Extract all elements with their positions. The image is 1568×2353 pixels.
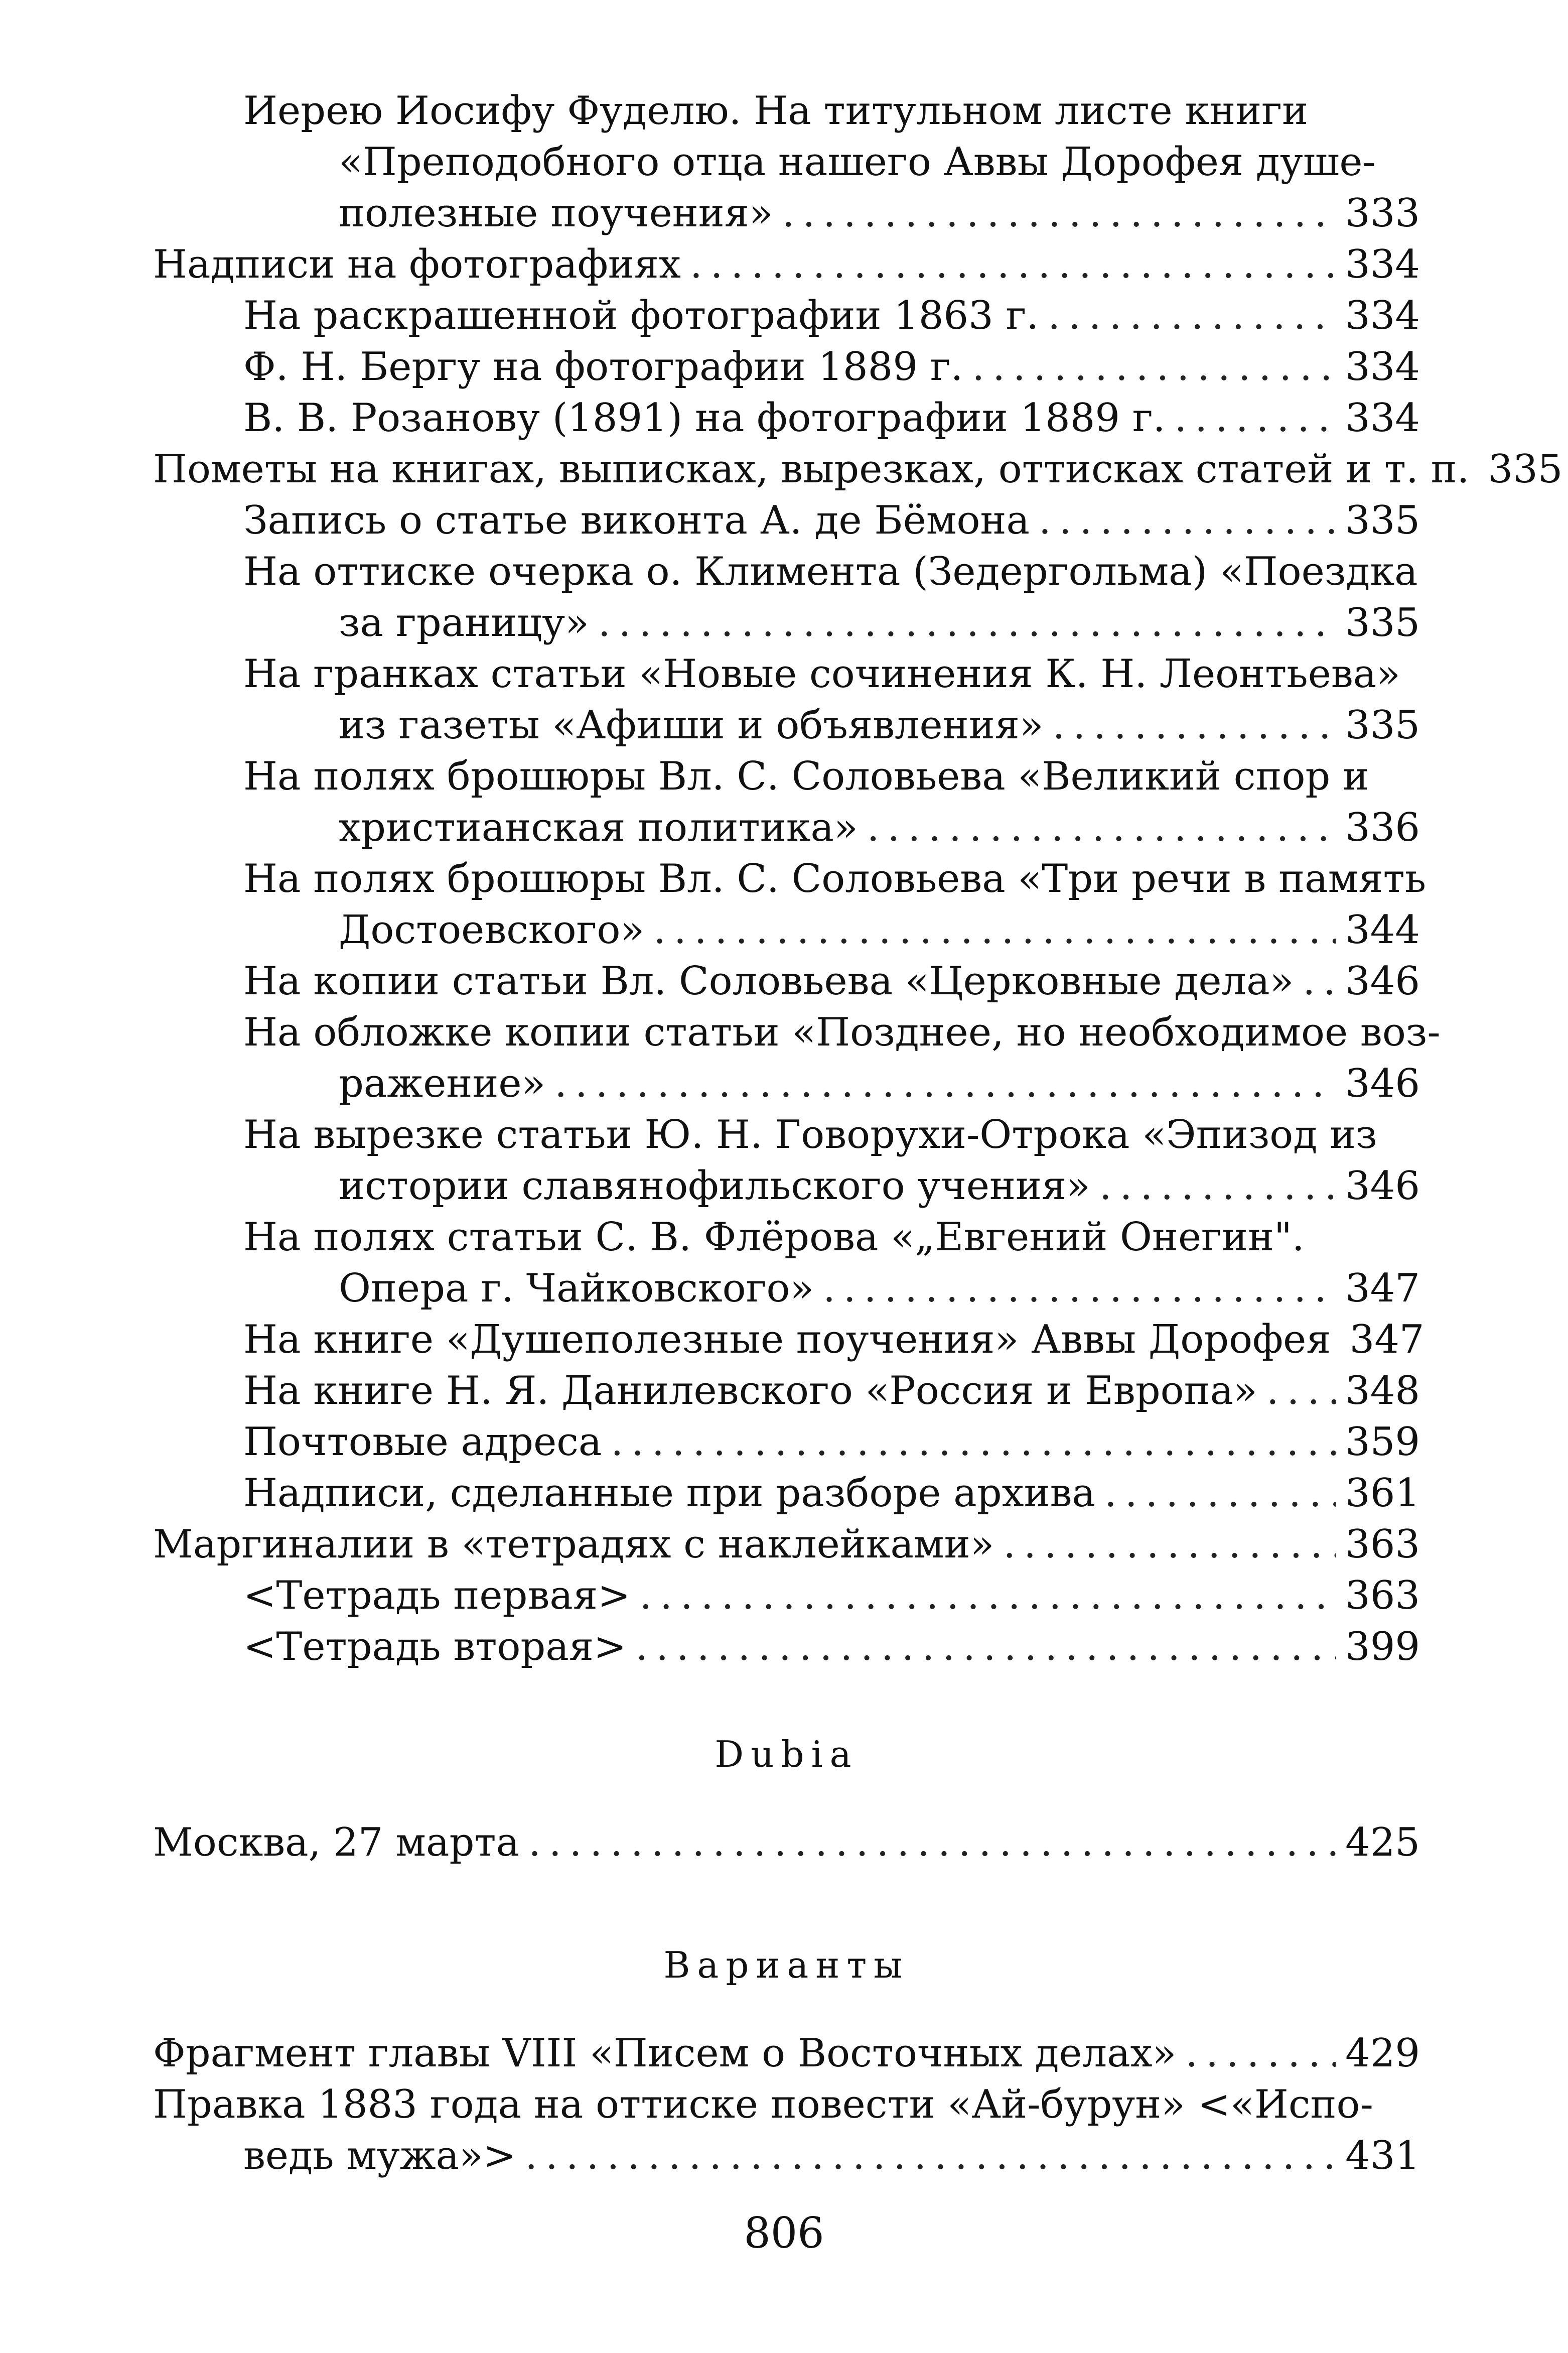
table-of-contents-dubia	[153, 1817, 1420, 1868]
toc-entry-text: христианская политика»	[339, 805, 858, 850]
toc-page-number: 425	[1345, 1820, 1420, 1865]
toc-entry	[153, 2079, 1420, 2181]
toc-entry	[153, 1570, 1420, 1621]
toc-entry	[153, 239, 1420, 290]
toc-entry-text: На раскрашенной фотографии 1863 г.	[243, 293, 1039, 338]
toc-entry	[153, 290, 1420, 341]
toc-page-number: 344	[1345, 907, 1420, 953]
toc-entry	[153, 1314, 1424, 1365]
toc-entry-line	[153, 2130, 1420, 2181]
toc-entry-text: <Тетрадь вторая>	[243, 1624, 627, 1669]
toc-entry-line	[153, 290, 1420, 341]
toc-entry-text: за границу»	[339, 600, 589, 645]
toc-page-number: 346	[1345, 1061, 1420, 1106]
toc-entry-text: Фрагмент главы VIII «Писем о Восточных делах»	[153, 2031, 1177, 2076]
toc-entry	[153, 1621, 1420, 1672]
toc-entry-line	[153, 341, 1420, 393]
dot-leader	[554, 1058, 1336, 1109]
toc-entry-text: Москва, 27 марта	[153, 1820, 520, 1865]
toc-entry-text: Надписи, сделанные при разборе архива	[243, 1471, 1096, 1516]
dot-leader	[1003, 1519, 1336, 1570]
dot-leader	[1104, 1468, 1336, 1519]
toc-entry-line	[153, 239, 1420, 290]
toc-entry-line	[153, 137, 1420, 188]
toc-page-number: 334	[1345, 344, 1420, 389]
toc-page-number: 335	[1488, 447, 1563, 492]
toc-entry-line	[153, 956, 1420, 1007]
dot-leader	[1053, 700, 1336, 751]
toc-entry-text: На оттиске очерка о. Климента (Зедергольма) «Поездка	[243, 549, 1418, 594]
toc-entry-line	[153, 1621, 1420, 1672]
toc-entry-text: Маргиналии в «тетрадях с наклейками»	[153, 1522, 994, 1567]
toc-entry-line	[153, 2079, 1420, 2130]
toc-page-number: 399	[1345, 1624, 1420, 1669]
dot-leader	[1039, 495, 1336, 546]
toc-page-number: 336	[1345, 805, 1420, 850]
toc-entry-line	[153, 1263, 1420, 1314]
toc-entry	[153, 444, 1563, 495]
dot-leader	[528, 1817, 1336, 1868]
dot-leader	[690, 239, 1336, 290]
toc-page-number: 363	[1345, 1522, 1420, 1567]
toc-entry-text: из газеты «Афиши и объявления»	[339, 703, 1044, 748]
toc-page-number: 347	[1349, 1317, 1424, 1362]
toc-entry-line	[153, 904, 1420, 956]
toc-entry-line	[153, 853, 1427, 904]
toc-entry-text: На полях брошюры Вл. С. Соловьева «Великий спор и	[243, 754, 1369, 799]
toc-entry-text: «Преподобного отца нашего Аввы Дорофея душе-	[339, 140, 1376, 185]
toc-page-number: 431	[1345, 2133, 1420, 2178]
toc-entry-text: истории славянофильского учения»	[339, 1163, 1090, 1209]
toc-entry-text: Почтовые адреса	[243, 1419, 602, 1465]
toc-entry-line	[153, 495, 1420, 546]
toc-entry-line	[153, 1416, 1420, 1468]
toc-entry-text: Ф. Н. Бергу на фотографии 1889 г.	[243, 344, 963, 389]
dot-leader	[611, 1416, 1336, 1468]
dot-leader	[639, 1570, 1336, 1621]
toc-page-number: 334	[1345, 293, 1420, 338]
dot-leader	[867, 802, 1336, 853]
toc-entry-text: ведь мужа»>	[243, 2133, 516, 2178]
toc-entry-text: Пометы на книгах, выписках, вырезках, оттисках статей и т. п.	[153, 447, 1470, 492]
dot-leader	[782, 188, 1336, 239]
toc-entry-line	[153, 1519, 1420, 1570]
section-title-dubia: Dubia	[715, 1733, 859, 1775]
toc-entry-text: Правка 1883 года на оттиске повести «Ай-бурун» <«Испо-	[153, 2082, 1373, 2127]
toc-entry-line	[153, 1365, 1420, 1416]
toc-page-number: 346	[1345, 1163, 1420, 1209]
toc-entry	[153, 393, 1420, 444]
toc-entry-text: <Тетрадь первая>	[243, 1573, 631, 1618]
toc-entry	[153, 1468, 1420, 1519]
toc-entry-line	[153, 1212, 1420, 1263]
toc-entry-text: ражение»	[339, 1061, 546, 1106]
toc-entry	[153, 956, 1420, 1007]
toc-entry-line	[153, 1007, 1441, 1058]
toc-entry-text: На копии статьи Вл. Соловьева «Церковные дела»	[243, 959, 1294, 1004]
toc-entry-text: На книге Н. Я. Данилевского «Россия и Европа»	[243, 1368, 1257, 1413]
toc-page-number: 335	[1345, 600, 1420, 645]
toc-entry-line	[153, 1468, 1420, 1519]
toc-entry	[153, 853, 1427, 956]
toc-entry	[153, 1519, 1420, 1570]
toc-entry-text: В. В. Розанову (1891) на фотографии 1889 г.	[243, 396, 1166, 441]
toc-entry-text: Надписи на фотографиях	[153, 242, 681, 287]
toc-entry-line	[153, 1817, 1420, 1868]
toc-entry-text: На полях статьи С. В. Флёрова «„Евгений Онегин".	[243, 1215, 1305, 1260]
toc-entry-line	[153, 802, 1420, 853]
toc-page-number: 347	[1345, 1266, 1420, 1311]
toc-entry-text: Иерею Иосифу Фуделю. На титульном листе книги	[243, 88, 1309, 134]
toc-entry-line	[153, 393, 1420, 444]
toc-entry	[153, 341, 1420, 393]
dot-leader	[635, 1621, 1336, 1672]
toc-entry-text: Достоевского»	[339, 907, 645, 953]
table-of-contents-variants	[153, 2028, 1420, 2181]
dot-leader	[972, 341, 1336, 393]
toc-entry-line	[153, 444, 1563, 495]
toc-entry-line	[153, 597, 1420, 648]
toc-entry-line	[153, 1314, 1424, 1365]
toc-entry-line	[153, 648, 1420, 700]
toc-page-number: 335	[1345, 498, 1420, 543]
dot-leader	[653, 904, 1336, 956]
dot-leader	[1303, 956, 1336, 1007]
toc-entry-line	[153, 546, 1420, 597]
dot-leader	[598, 597, 1336, 648]
table-of-contents	[153, 85, 1563, 1672]
toc-entry	[153, 1212, 1420, 1314]
dot-leader	[1175, 393, 1336, 444]
toc-entry	[153, 546, 1420, 648]
toc-entry	[153, 85, 1420, 239]
toc-entry-line	[153, 1160, 1420, 1212]
toc-page-number: 346	[1345, 959, 1420, 1004]
toc-entry-text: Опера г. Чайковского»	[339, 1266, 814, 1311]
toc-entry-line	[153, 1570, 1420, 1621]
toc-entry	[153, 1007, 1441, 1109]
toc-entry-text: На вырезке статьи Ю. Н. Говорухи-Отрока «Эпизод из	[243, 1112, 1377, 1157]
toc-page-number: 335	[1345, 703, 1420, 748]
toc-entry	[153, 751, 1420, 853]
dot-leader	[1099, 1160, 1336, 1212]
toc-page-number: 363	[1345, 1573, 1420, 1618]
toc-entry-text: Запись о статье виконта А. де Бёмона	[243, 498, 1030, 543]
toc-page-number: 334	[1345, 396, 1420, 441]
toc-entry-text: На полях брошюры Вл. С. Соловьева «Три речи в память	[243, 856, 1427, 901]
toc-entry	[153, 648, 1420, 751]
toc-entry-line	[153, 1109, 1420, 1160]
toc-page-number: 359	[1345, 1419, 1420, 1465]
toc-entry-text: На гранках статьи «Новые сочинения К. Н. Леонтьева»	[243, 651, 1401, 697]
toc-page-number: 334	[1345, 242, 1420, 287]
page-number: 806	[744, 2208, 824, 2258]
dot-leader	[1185, 2028, 1336, 2079]
toc-entry	[153, 2028, 1420, 2079]
dot-leader	[525, 2130, 1336, 2181]
toc-page-number: 333	[1345, 191, 1420, 236]
toc-entry	[153, 1416, 1420, 1468]
toc-page-number: 348	[1345, 1368, 1420, 1413]
section-title-variants: Варианты	[663, 1944, 910, 1986]
toc-entry	[153, 1817, 1420, 1868]
toc-entry	[153, 1109, 1420, 1212]
dot-leader	[823, 1263, 1336, 1314]
toc-entry-line	[153, 2028, 1420, 2079]
toc-page-number: 361	[1345, 1471, 1420, 1516]
toc-entry-line	[153, 85, 1420, 137]
dot-leader	[1048, 290, 1336, 341]
toc-page-number: 429	[1345, 2031, 1420, 2076]
toc-entry-line	[153, 751, 1420, 802]
toc-entry	[153, 495, 1420, 546]
toc-entry	[153, 1365, 1420, 1416]
dot-leader	[1266, 1365, 1336, 1416]
toc-entry-line	[153, 700, 1420, 751]
toc-entry-text: полезные поучения»	[339, 191, 773, 236]
toc-entry-line	[153, 1058, 1420, 1109]
toc-entry-text: На книге «Душеполезные поучения» Аввы Дорофея	[243, 1317, 1331, 1362]
toc-entry-text: На обложке копии статьи «Позднее, но необходимое воз-	[243, 1010, 1441, 1055]
toc-entry-line	[153, 188, 1420, 239]
